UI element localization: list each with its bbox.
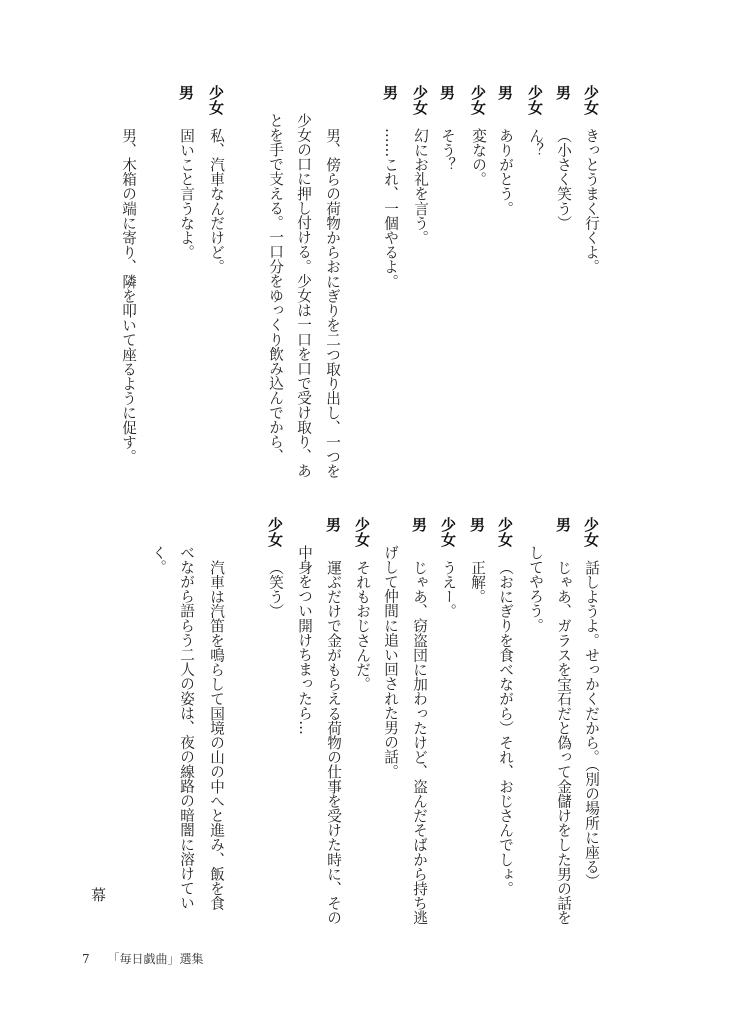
curtain-mark: 幕 [91,886,107,904]
dialogue-line: げして仲間に追い回された男の話。 [382,545,399,779]
dialogue-line: 固いこと言うなよ。 [178,128,195,260]
dialogue-line: 中身をつい開けちまったら… [296,545,313,735]
dialogue-line: うえー。 [440,560,457,619]
dialogue-line: ん？ [527,128,544,158]
dialogue-line: 私、汽車なんだけど。 [208,128,225,274]
speaker-name: 少女 [207,85,225,115]
dialogue-line: （おにぎりを食べながら）それ、おじさんでしょ。 [497,560,514,896]
dialogue-line: 幻にお礼を言う。 [412,128,429,245]
speaker-name: 少女 [526,85,544,115]
dialogue-line: ありがとう。 [497,128,514,216]
dialogue-line: それもおじさんだ。 [354,560,371,692]
dialogue-line: 変なの。 [470,128,487,187]
dialogue-line: （笑う） [267,560,284,619]
stage-direction-line: 少女の口に押し付ける。少女は一口を口で受け取り、あ [295,113,312,478]
stage-direction-line: 男、傍らの荷物からおにぎりを二つ取り出し、一つを [324,128,341,479]
collection-title: 「毎日戯曲」選集 [107,952,204,966]
speaker-name: 男 [438,85,456,100]
speaker-name: 男 [554,517,572,532]
dialogue-line: じゃあ、窃盗団に加わったけど、盗んだそばから持ち逃 [411,560,428,925]
speaker-name: 男 [496,85,514,100]
dialogue-line: きっとうまく行くよ。 [583,128,600,274]
dialogue-line: ……これ、一個やるよ。 [382,128,399,289]
speaker-name: 少女 [353,517,371,547]
dialogue-line: じゃあ、ガラスを宝石だと偽って金儲けをした男の話を [555,560,572,925]
dialogue-line: してやろう。 [527,545,544,633]
speaker-name: 少女 [469,85,487,115]
speaker-name: 男 [324,517,342,532]
dialogue-line: 正解。 [469,560,486,604]
speaker-name: 少女 [411,85,429,115]
speaker-name: 少女 [582,85,600,115]
speaker-name: 男 [381,85,399,100]
page-number: 7 [82,952,90,966]
speaker-name: 少女 [582,517,600,547]
stage-direction-line: とを手で支える。一口分をゆっくり飲み込んでから、 [267,113,284,464]
stage-direction-line: く。 [150,545,167,575]
speaker-name: 少女 [266,517,284,547]
page-footer [82,950,217,967]
speaker-name: 男 [554,85,572,100]
speaker-name: 男 [468,517,486,532]
stage-direction-line: べながら語らう二人の姿は、夜の線路の暗闇に溶けてい [178,545,195,910]
stage-direction-line: 男、木箱の端に寄り、隣を叩いて座るように促す。 [120,128,137,464]
speaker-name: 少女 [439,517,457,547]
dialogue-line: 運ぶだけで金がもらえる荷物の仕事を受けた時に、その [325,560,342,925]
dialogue-line: 話しようよ。せっかくだから。（別の場所に座る） [583,560,600,889]
stage-direction-line: 汽車は汽笛を鳴らして国境の山の中へと進み、飯を食 [208,560,225,911]
dialogue-line: そう？ [439,128,456,172]
speaker-name: 男 [410,517,428,532]
speaker-name: 男 [177,85,195,100]
dialogue-line: （小さく笑う） [555,128,572,231]
speaker-name: 少女 [496,517,514,547]
